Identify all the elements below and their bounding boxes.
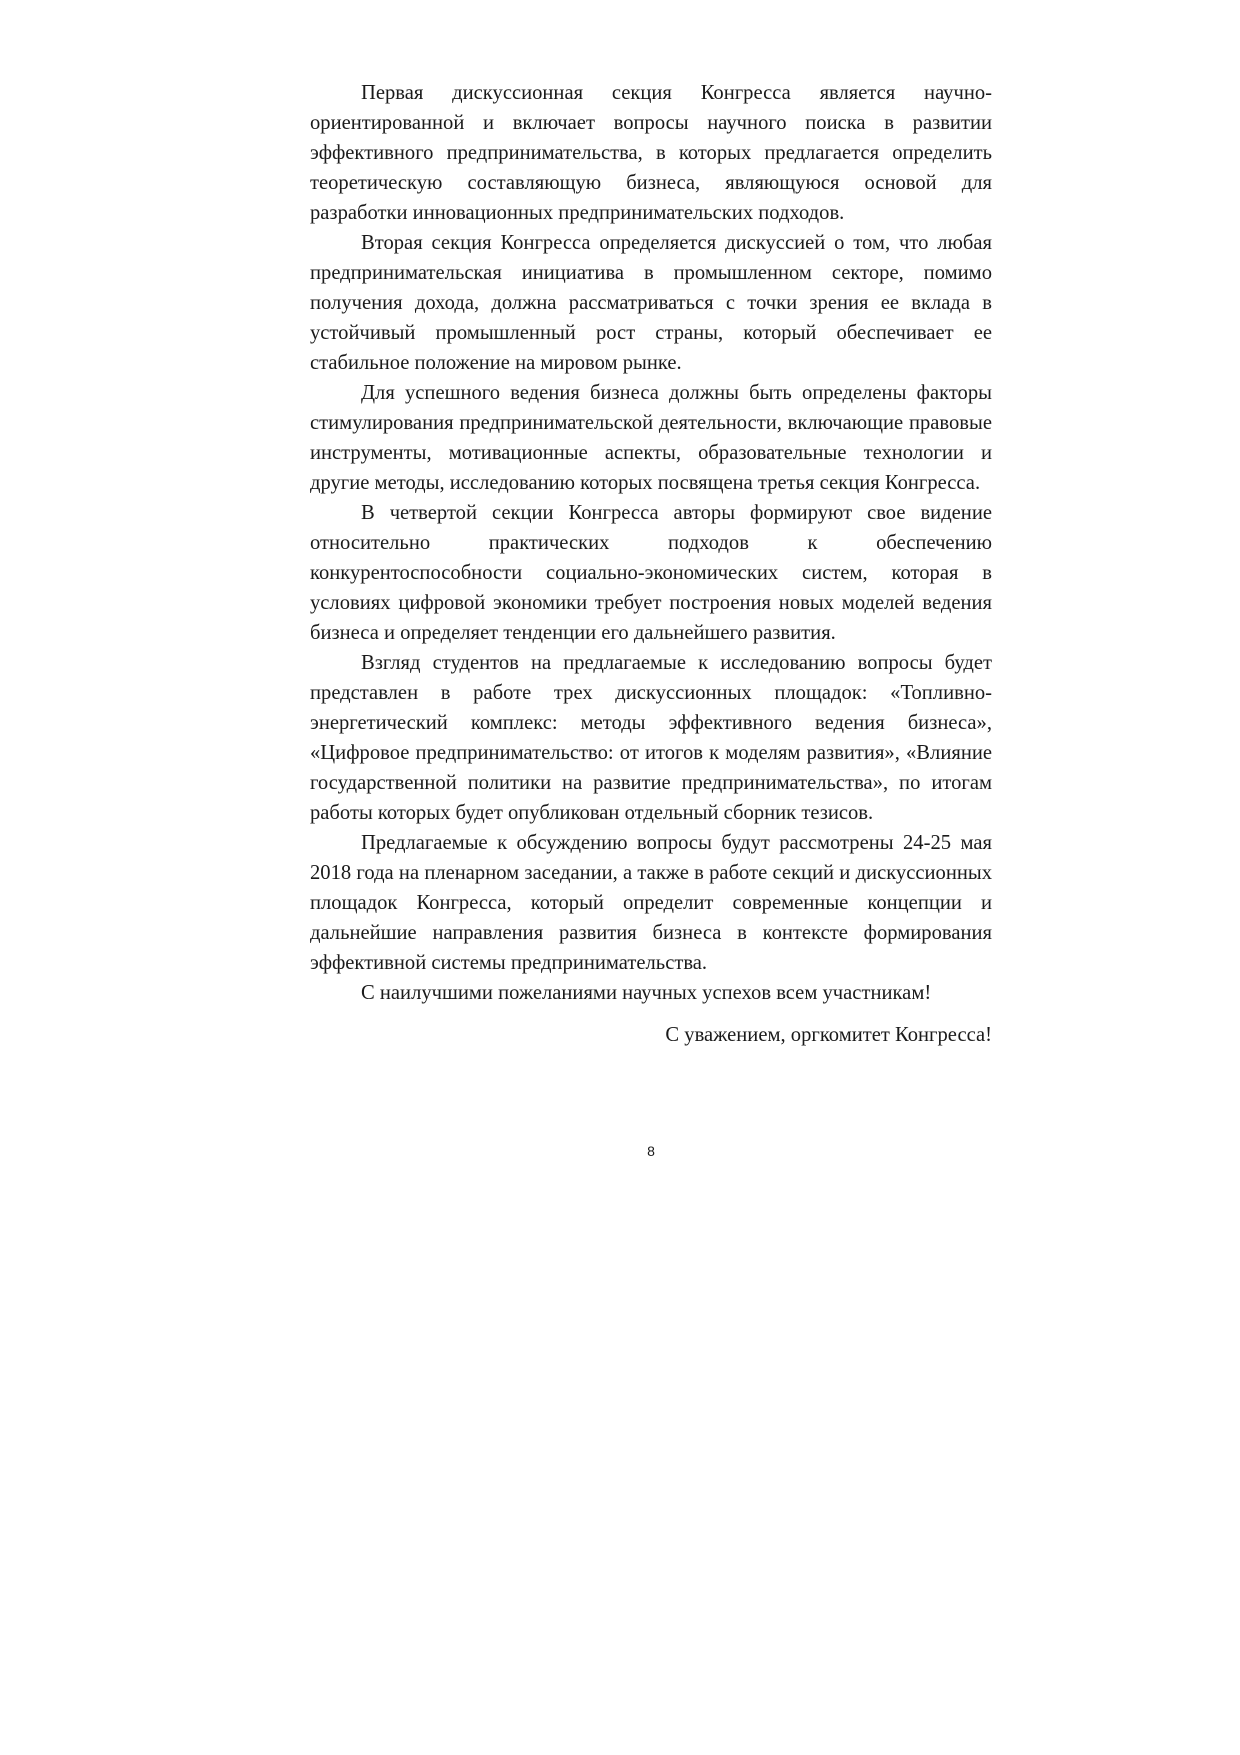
paragraph-third-section: Для успешного ведения бизнеса должны быть определены факторы стимулирования предпринимательской деятельности, включающие правовые инструменты, мотивационные аспекты, образовательные технологии и другие методы, исследованию которых посвящена третья секция Конгресса. [310, 382, 992, 494]
paragraph-discussion-platforms: Взгляд студентов на предлагаемые к исследованию вопросы будет представлен в работе трех дискуссионных площадок: «Топливно-энергетический комплекс: методы эффективного ведения бизнеса», «Цифровое предпринимательство: от итогов к моделям развития», «Влияние государственной политики на развитие предпринимательства», по итогам работы которых будет опубликован отдельный сборник тезисов. [310, 652, 992, 824]
signature-line: С уважением, оргкомитет Конгресса! [665, 1024, 992, 1046]
paragraph-dates: Предлагаемые к обсуждению вопросы будут рассмотрены 24-25 мая 2018 года на пленарном заседании, а также в работе секций и дискуссионных площадок Конгресса, который определит современные концепции и дальнейшие направления развития бизнеса в контексте формирования эффективной системы предпринимательства. [310, 832, 992, 974]
body-text [310, 78, 992, 1050]
paragraph-wishes: С наилучшими пожеланиями научных успехов всем участникам! [361, 982, 932, 1004]
paragraph-fourth-section: В четвертой секции Конгресса авторы формируют свое видение относительно практических подходов к обеспечению конкурентоспособности социально-экономических систем, которая в условиях цифровой экономики требует построения новых моделей ведения бизнеса и определяет тенденции его дальнейшего развития. [310, 502, 992, 644]
page-number: 8 [647, 1143, 655, 1159]
paragraph-second-section: Вторая секция Конгресса определяется дискуссией о том, что любая предпринимательская инициатива в промышленном секторе, помимо получения дохода, должна рассматриваться с точки зрения ее вклада в устойчивый промышленный рост страны, который обеспечивает ее стабильное положение на мировом рынке. [310, 232, 992, 374]
paragraph-first-section: Первая дискуссионная секция Конгресса является научно-ориентированной и включает вопросы научного поиска в развитии эффективного предпринимательства, в которых предлагается определить теоретическую составляющую бизнеса, являющуюся основой для разработки инновационных предпринимательских подходов. [310, 82, 992, 224]
